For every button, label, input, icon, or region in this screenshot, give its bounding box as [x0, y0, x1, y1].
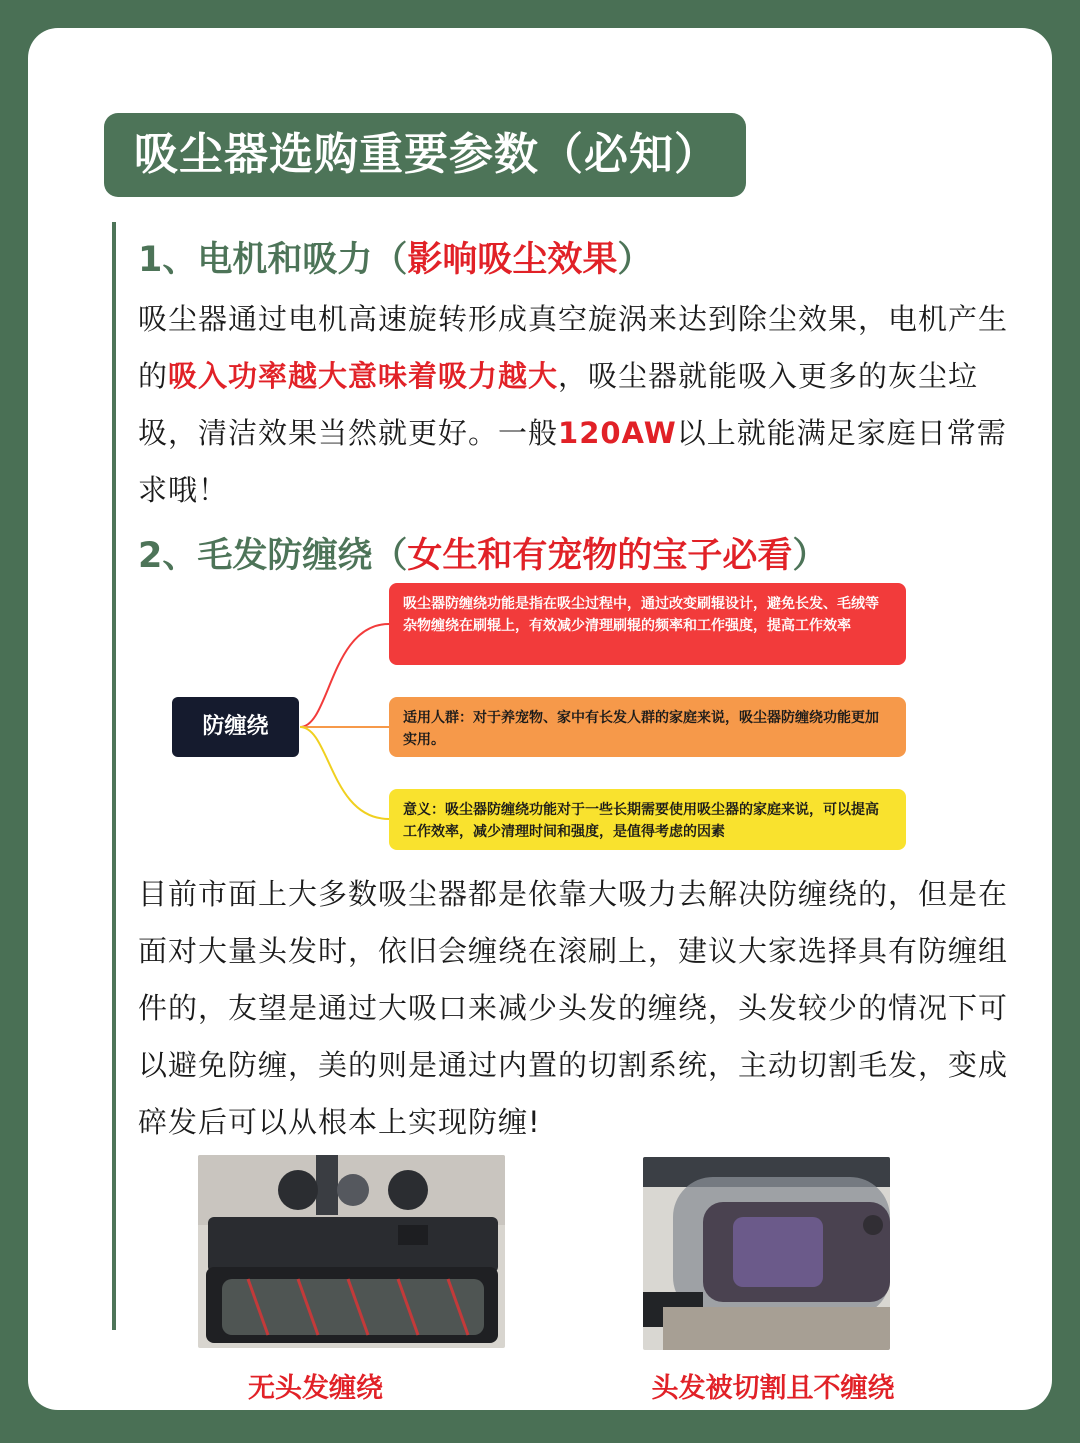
- section1-heading-main: 1、电机和吸力（: [138, 240, 408, 280]
- section2-heading-end: ）: [792, 536, 828, 576]
- photo-dust-cup: [643, 1157, 890, 1350]
- page-title: 吸尘器选购重要参数（必知）: [104, 113, 746, 197]
- connector-red: [300, 624, 389, 727]
- section2-heading-main: 2、毛发防缠绕（: [138, 536, 408, 576]
- section2-paragraph: 目前市面上大多数吸尘器都是依靠大吸力去解决防缠绕的，但是在面对大量头发时，依旧会缠绕在滚刷上，建议大家选择具有防缠组件的，友望是通过大吸口来减少头发的缠绕，头发较少的情况下可以避免防缠，美的则是通过内置的切割系统，主动切割毛发，变成碎发后可以从根本上实现防缠!: [138, 877, 1009, 1139]
- photo-floor-brush: [198, 1155, 505, 1348]
- section1-heading-end: ）: [617, 240, 653, 280]
- section2-heading-highlight: 女生和有宠物的宝子必看: [407, 536, 793, 576]
- connector-yellow: [300, 727, 389, 819]
- section1-highlight-power: 吸入功率越大意味着吸力越大: [168, 359, 559, 393]
- section1-text-c: 以上就能满足家庭日常需求哦！: [138, 416, 1007, 507]
- mindmap-box-definition: 吸尘器防缠绕功能是指在吸尘过程中，通过改变刷辊设计，避免长发、毛绒等杂物缠绕在刷辊上，有效减少清理刷辊的频率和工作强度，提高工作效率: [389, 583, 906, 665]
- caption-right: 头发被切割且不缠绕: [651, 1373, 895, 1404]
- section1-heading-highlight: 影响吸尘效果: [407, 240, 618, 280]
- caption-left: 无头发缠绕: [248, 1373, 383, 1404]
- section1-text-a: 吸尘器通过电机高速旋转形成真空旋涡来达到除尘效果，电机产生的: [138, 302, 1009, 393]
- mindmap-box-audience: 适用人群：对于养宠物、家中有长发人群的家庭来说，吸尘器防缠绕功能更加实用。: [389, 697, 906, 757]
- mindmap-root: 防缠绕: [172, 697, 299, 757]
- mindmap-box-significance: 意义：吸尘器防缠绕功能对于一些长期需要使用吸尘器的家庭来说，可以提高工作效率，减少清理时间和强度，是值得考虑的因素: [389, 789, 906, 850]
- section1-text-b: ，吸尘器就能吸入更多的灰尘垃圾，清洁效果当然就更好。一般: [138, 359, 979, 450]
- section1-highlight-watt: 120AW: [558, 416, 677, 450]
